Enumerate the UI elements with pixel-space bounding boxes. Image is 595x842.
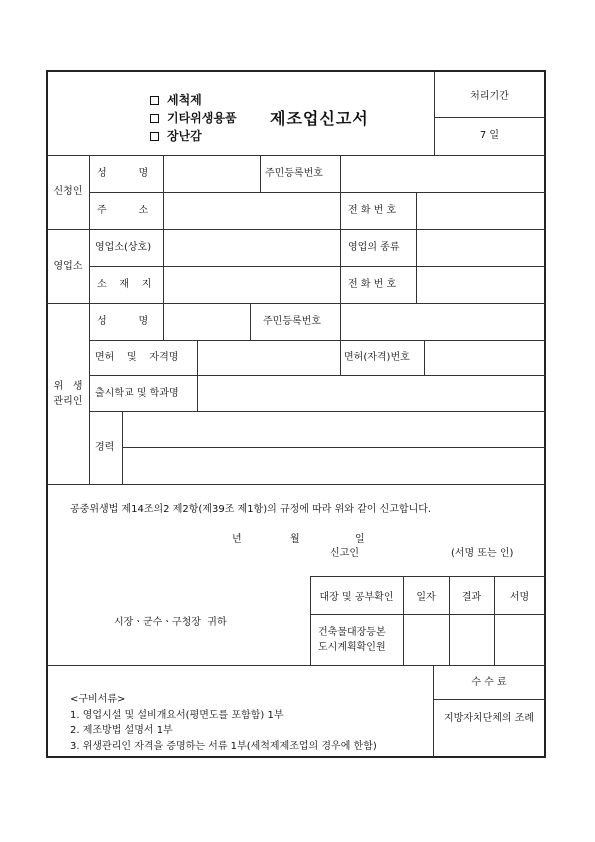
manager-license-label: 면허 및 자격명 xyxy=(95,352,179,363)
divider xyxy=(403,576,404,665)
processing-period-value: 7 일 xyxy=(479,130,500,141)
divider xyxy=(434,71,435,155)
fee-value: 지방자치단체의 조례 xyxy=(443,713,535,724)
checkbox-icon[interactable] xyxy=(150,96,159,105)
divider xyxy=(163,303,164,340)
applicant-phone-label: 전 화 번 호 xyxy=(348,205,397,216)
divider xyxy=(424,340,425,375)
applicant-name-label: 성 명 xyxy=(97,168,149,179)
check-table-header-date: 일자 xyxy=(416,592,436,603)
applicant-rrn-label: 주민등록번호 xyxy=(265,168,323,179)
manager-school-label: 출시학교 및 학과명 xyxy=(95,388,179,399)
divider xyxy=(310,614,545,615)
divider xyxy=(163,155,164,303)
manager-group-label-line2: 관리인 xyxy=(53,396,83,407)
applicant-address-label: 주 소 xyxy=(97,205,149,216)
divider xyxy=(47,229,545,230)
business-group-label: 영업소 xyxy=(53,261,83,272)
checkbox-icon[interactable] xyxy=(150,132,159,141)
divider xyxy=(416,229,417,303)
manager-rrn-label: 주민등록번호 xyxy=(263,316,321,327)
signer-label: 신고인 xyxy=(330,548,359,559)
divider xyxy=(340,155,341,192)
recipient-text: 시장ㆍ군수ㆍ구청장 귀하 xyxy=(114,617,227,628)
divider xyxy=(340,303,341,340)
divider xyxy=(89,375,545,376)
divider xyxy=(434,117,545,118)
check-table-header-register: 대장 및 공부확인 xyxy=(319,592,394,603)
manager-license-number-label: 면허(자격)번호 xyxy=(344,352,410,363)
divider xyxy=(89,192,545,193)
checkbox-icon[interactable] xyxy=(150,114,159,123)
manager-group-label-line1: 위 생 xyxy=(53,381,83,392)
divider xyxy=(340,192,341,229)
divider xyxy=(47,155,545,156)
business-phone-label: 전 화 번 호 xyxy=(348,279,397,290)
check-table-header-signature: 서명 xyxy=(509,592,530,603)
manager-name-label: 성 명 xyxy=(97,316,149,327)
fee-label: 수 수 료 xyxy=(471,677,507,688)
divider xyxy=(47,484,545,485)
divider xyxy=(416,192,417,229)
processing-period-label: 처리기간 xyxy=(470,91,509,102)
divider xyxy=(310,576,311,665)
divider xyxy=(260,155,261,192)
manager-career-label: 경력 xyxy=(95,442,115,453)
divider xyxy=(47,303,545,304)
documents-item: 1. 영업시설 및 설비개요서(평면도를 포함함) 1부 xyxy=(70,710,284,721)
date-month-label: 월 xyxy=(290,534,300,545)
date-year-label: 년 xyxy=(232,534,242,545)
divider xyxy=(89,155,90,484)
option-toys[interactable]: 장난감 xyxy=(150,127,202,144)
check-table-header-result: 결과 xyxy=(461,592,482,603)
documents-item: 3. 위생관리인 자격을 증명하는 서류 1부(세척제제조업의 경우에 한함) xyxy=(70,741,377,752)
divider xyxy=(89,411,545,412)
check-table-building-register: 건축물대장등본 xyxy=(318,627,386,638)
divider xyxy=(449,576,450,665)
divider xyxy=(310,576,545,577)
documents-item: 2. 제조방법 설명서 1부 xyxy=(70,725,173,736)
divider xyxy=(89,340,545,341)
business-type-label: 영업의 종류 xyxy=(348,242,400,253)
divider xyxy=(494,576,495,665)
divider xyxy=(340,340,341,375)
divider xyxy=(122,411,123,484)
option-detergent[interactable]: 세척제 xyxy=(150,91,202,108)
divider xyxy=(250,303,251,340)
divider xyxy=(340,229,341,303)
option-other-hygiene-products[interactable]: 기타위생용품 xyxy=(150,109,237,126)
check-table-city-plan: 도시계획확인원 xyxy=(318,642,386,653)
signature-placeholder: (서명 또는 인) xyxy=(451,548,514,559)
applicant-group-label: 신청인 xyxy=(53,186,83,197)
date-day-label: 일 xyxy=(355,534,365,545)
form-title: 제조업신고서 xyxy=(270,109,369,128)
business-location-label: 소 재 지 xyxy=(97,279,152,290)
divider xyxy=(47,665,545,666)
divider xyxy=(433,699,545,700)
divider xyxy=(89,266,545,267)
declaration-text: 공중위생법 제14조의2 제2항(제39조 제1항)의 규정에 따라 위와 같이 신고합니다. xyxy=(70,504,432,515)
business-name-label: 영업소(상호) xyxy=(95,242,152,253)
documents-title: <구비서류> xyxy=(70,694,126,705)
divider xyxy=(122,447,545,448)
divider xyxy=(197,340,198,411)
